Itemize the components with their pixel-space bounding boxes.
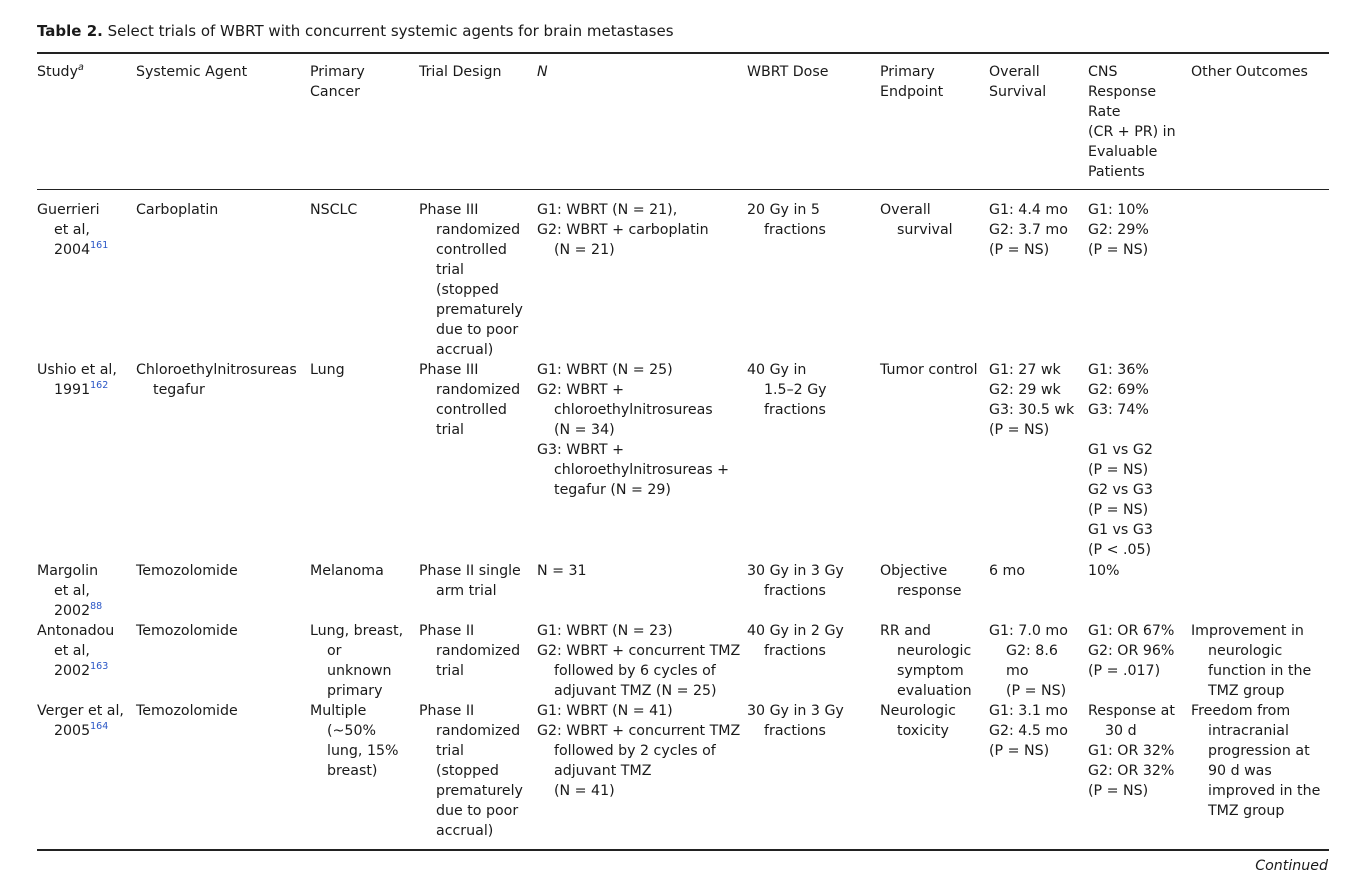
- cns-cell: G1: 36% G2: 69% G3: 74% G1 vs G2 (P = NS) G2 vs G3 (P = NS) G1 vs G3 (P < .05): [1088, 362, 1153, 558]
- table-title: Select trials of WBRT with concurrent systemic agents for brain metastases: [107, 22, 674, 40]
- header-cns-response: CNS Response Rate (CR + PR) in Evaluable Patients: [1088, 64, 1176, 180]
- design-cell: Phase III randomized controlled trial: [419, 362, 521, 438]
- endpoint-cell: RR and neurologic symptom evaluation: [880, 623, 972, 699]
- study-cell: Guerrieri et al, 2004$^{161}$: [37, 202, 109, 258]
- design-cell: Phase II randomized trial: [419, 623, 521, 679]
- reference-link[interactable]: 162: [90, 380, 109, 391]
- n-cell: G1: WBRT (N = 21), G2: WBRT + carboplatin (N = 21): [537, 202, 709, 258]
- header-overall-survival: Overall Survival: [989, 64, 1047, 100]
- design-cell: Phase II single arm trial: [419, 563, 521, 599]
- other-outcomes-cell: Freedom from intracranial progression at 90 d was improved in the TMZ group: [1191, 703, 1321, 819]
- os-cell: G1: 7.0 mo G2: 8.6 mo (P = NS): [989, 623, 1068, 699]
- header-n: N: [537, 64, 548, 80]
- design-cell: Phase II randomized trial (stopped prematurely due to poor accrual): [419, 703, 523, 839]
- reference-link[interactable]: 161: [90, 240, 109, 251]
- n-cell: G1: WBRT (N = 23) G2: WBRT + concurrent TMZ followed by 6 cycles of adjuvant TMZ (N = 25): [537, 623, 741, 699]
- agent-cell: Temozolomide: [136, 623, 238, 639]
- n-cell: N = 31: [537, 563, 587, 579]
- n-cell: G1: WBRT (N = 25) G2: WBRT + chloroethylnitrosureas (N = 34) G3: WBRT + chloroethylnitrosureas + tegafur (N = 29): [537, 362, 730, 498]
- bottom-rule: [37, 849, 1329, 851]
- reference-link[interactable]: 164: [90, 721, 109, 732]
- os-cell: G1: 27 wk G2: 29 wk G3: 30.5 wk (P = NS): [989, 362, 1075, 438]
- os-cell: 6 mo: [989, 563, 1026, 579]
- dose-cell: 30 Gy in 3 Gy fractions: [747, 703, 844, 739]
- top-rule: [37, 52, 1329, 54]
- header-systemic-agent: Systemic Agent: [136, 64, 248, 80]
- agent-cell: Chloroethylnitrosureas tegafur: [136, 362, 297, 398]
- dose-cell: 40 Gy in 1.5–2 Gy fractions: [747, 362, 827, 418]
- table-caption: [37, 20, 674, 42]
- header-study: Study$^a$: [37, 62, 84, 80]
- os-cell: G1: 4.4 mo G2: 3.7 mo (P = NS): [989, 202, 1068, 258]
- cns-cell: G1: 10% G2: 29% (P = NS): [1088, 202, 1149, 258]
- reference-link[interactable]: 88: [90, 601, 103, 612]
- header-other-outcomes: Other Outcomes: [1191, 64, 1308, 80]
- table-label: Table 2.: [37, 22, 103, 40]
- endpoint-cell: Neurologic toxicity: [880, 703, 956, 739]
- design-cell: Phase III randomized controlled trial (stopped prematurely due to poor accrual): [419, 202, 523, 358]
- endpoint-cell: Objective response: [880, 563, 962, 599]
- other-outcomes-cell: Improvement in neurologic function in the TMZ group: [1191, 623, 1312, 699]
- study-cell: Verger et al, 2005$^{164}$: [37, 703, 124, 739]
- cancer-cell: NSCLC: [310, 202, 358, 218]
- header-rule: [37, 189, 1329, 190]
- header-primary-endpoint: Primary Endpoint: [880, 64, 944, 100]
- endpoint-cell: Overall survival: [880, 202, 953, 238]
- footnote-marker: a: [77, 62, 84, 73]
- study-cell: Margolin et al, 2002$^{88}$: [37, 563, 103, 619]
- dose-cell: 30 Gy in 3 Gy fractions: [747, 563, 844, 599]
- study-cell: Antonadou et al, 2002$^{163}$: [37, 623, 115, 679]
- header-primary-cancer: Primary Cancer: [310, 64, 365, 100]
- endpoint-cell: Tumor control: [880, 362, 978, 378]
- cancer-cell: Multiple (~50% lung, 15% breast): [310, 703, 399, 779]
- agent-cell: Temozolomide: [136, 563, 238, 579]
- cns-cell: G1: OR 67% G2: OR 96% (P = .017): [1088, 623, 1175, 679]
- dose-cell: 20 Gy in 5 fractions: [747, 202, 826, 238]
- agent-cell: Temozolomide: [136, 703, 238, 719]
- table-header: [0, 62, 1366, 184]
- dose-cell: 40 Gy in 2 Gy fractions: [747, 623, 844, 659]
- cancer-cell: Lung: [310, 362, 345, 378]
- continued-note: Continued: [1255, 858, 1328, 874]
- cancer-cell: Melanoma: [310, 563, 384, 579]
- study-cell: Ushio et al, 1991$^{162}$: [37, 362, 117, 398]
- n-cell: G1: WBRT (N = 41) G2: WBRT + concurrent TMZ followed by 2 cycles of adjuvant TMZ (N = 41): [537, 703, 741, 799]
- os-cell: G1: 3.1 mo G2: 4.5 mo (P = NS): [989, 703, 1068, 759]
- reference-link[interactable]: 163: [90, 661, 109, 672]
- header-trial-design: Trial Design: [419, 64, 502, 80]
- cns-cell: 10%: [1088, 563, 1120, 579]
- cancer-cell: Lung, breast, or unknown primary: [310, 623, 404, 699]
- header-wbrt-dose: WBRT Dose: [747, 64, 829, 80]
- cns-cell: Response at 30 d G1: OR 32% G2: OR 32% (P = NS): [1088, 703, 1175, 799]
- agent-cell: Carboplatin: [136, 202, 219, 218]
